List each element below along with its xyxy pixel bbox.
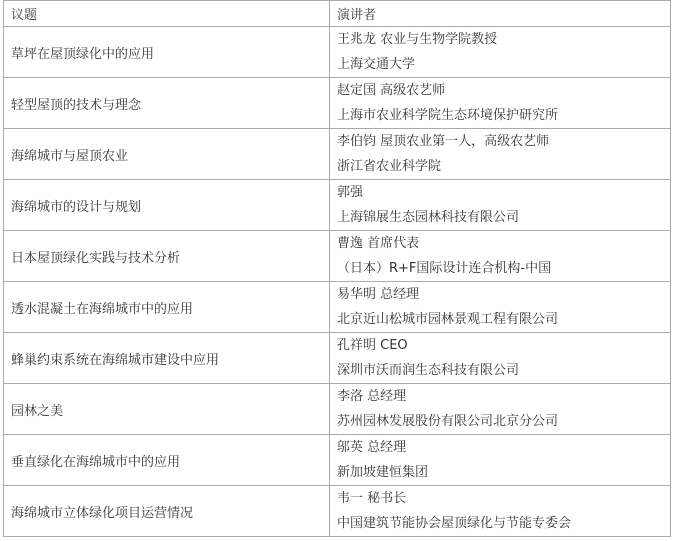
speaker-cell (330, 384, 671, 435)
speaker-cell (330, 333, 671, 384)
speaker-affiliation: 北京近山松城市园林景观工程有限公司 (337, 312, 559, 327)
header-row (4, 1, 671, 27)
speaker-name: 易华明 总经理 (337, 287, 420, 302)
speaker-name: 赵定国 高级农艺师 (337, 83, 446, 98)
speaker-affiliation: 苏州园林发展股份有限公司北京分公司 (337, 414, 559, 429)
speaker-cell (330, 180, 671, 231)
agenda-table (3, 0, 671, 537)
speaker-affiliation: 中国建筑节能协会屋顶绿化与节能专委会 (337, 516, 572, 531)
topic-cell: 轻型屋顶的技术与理念 (4, 78, 330, 129)
speaker-header: 演讲者 (330, 1, 671, 27)
speaker-cell (330, 78, 671, 129)
table-row (4, 486, 671, 537)
speaker-name: 曹逸 首席代表 (337, 236, 420, 251)
speaker-cell (330, 435, 671, 486)
topic-cell: 海绵城市立体绿化项目运营情况 (4, 486, 330, 537)
topic-cell: 蜂巢约束系统在海绵城市建设中应用 (4, 333, 330, 384)
table-row (4, 129, 671, 180)
table-row (4, 333, 671, 384)
topic-cell: 草坪在屋顶绿化中的应用 (4, 27, 330, 78)
speaker-affiliation: 上海锦展生态园林科技有限公司 (337, 210, 520, 225)
speaker-name: 韦一 秘书长 (337, 491, 407, 506)
speaker-affiliation: 上海交通大学 (337, 57, 416, 72)
table-row (4, 180, 671, 231)
speaker-name: 李洛 总经理 (337, 389, 407, 404)
table-row (4, 231, 671, 282)
speaker-cell (330, 231, 671, 282)
speaker-affiliation: 上海市农业科学院生态环境保护研究所 (337, 108, 559, 123)
speaker-affiliation: 新加坡建恒集团 (337, 465, 429, 480)
topic-cell: 园林之美 (4, 384, 330, 435)
speaker-name: 王兆龙 农业与生物学院教授 (337, 32, 498, 47)
speaker-cell (330, 486, 671, 537)
speaker-name: 邬英 总经理 (337, 440, 407, 455)
speaker-affiliation: 浙江省农业科学院 (337, 159, 442, 174)
speaker-name: 李伯钧 屋顶农业第一人，高级农艺师 (337, 134, 550, 149)
table-row (4, 435, 671, 486)
topic-cell: 海绵城市与屋顶农业 (4, 129, 330, 180)
topic-cell: 日本屋顶绿化实践与技术分析 (4, 231, 330, 282)
speaker-affiliation: （日本）R+F国际设计连合机构-中国 (337, 261, 552, 276)
topic-cell: 海绵城市的设计与规划 (4, 180, 330, 231)
table-row (4, 78, 671, 129)
topic-cell: 透水混凝土在海绵城市中的应用 (4, 282, 330, 333)
speaker-cell (330, 129, 671, 180)
speaker-cell (330, 27, 671, 78)
table-row (4, 27, 671, 78)
speaker-affiliation: 深圳市沃而润生态科技有限公司 (337, 363, 520, 378)
speaker-name: 孔祥明 CEO (337, 338, 408, 353)
speaker-cell (330, 282, 671, 333)
topic-cell: 垂直绿化在海绵城市中的应用 (4, 435, 330, 486)
speaker-name: 郭强 (337, 185, 364, 200)
table-row (4, 384, 671, 435)
table-row (4, 282, 671, 333)
topic-header: 议题 (4, 1, 330, 27)
